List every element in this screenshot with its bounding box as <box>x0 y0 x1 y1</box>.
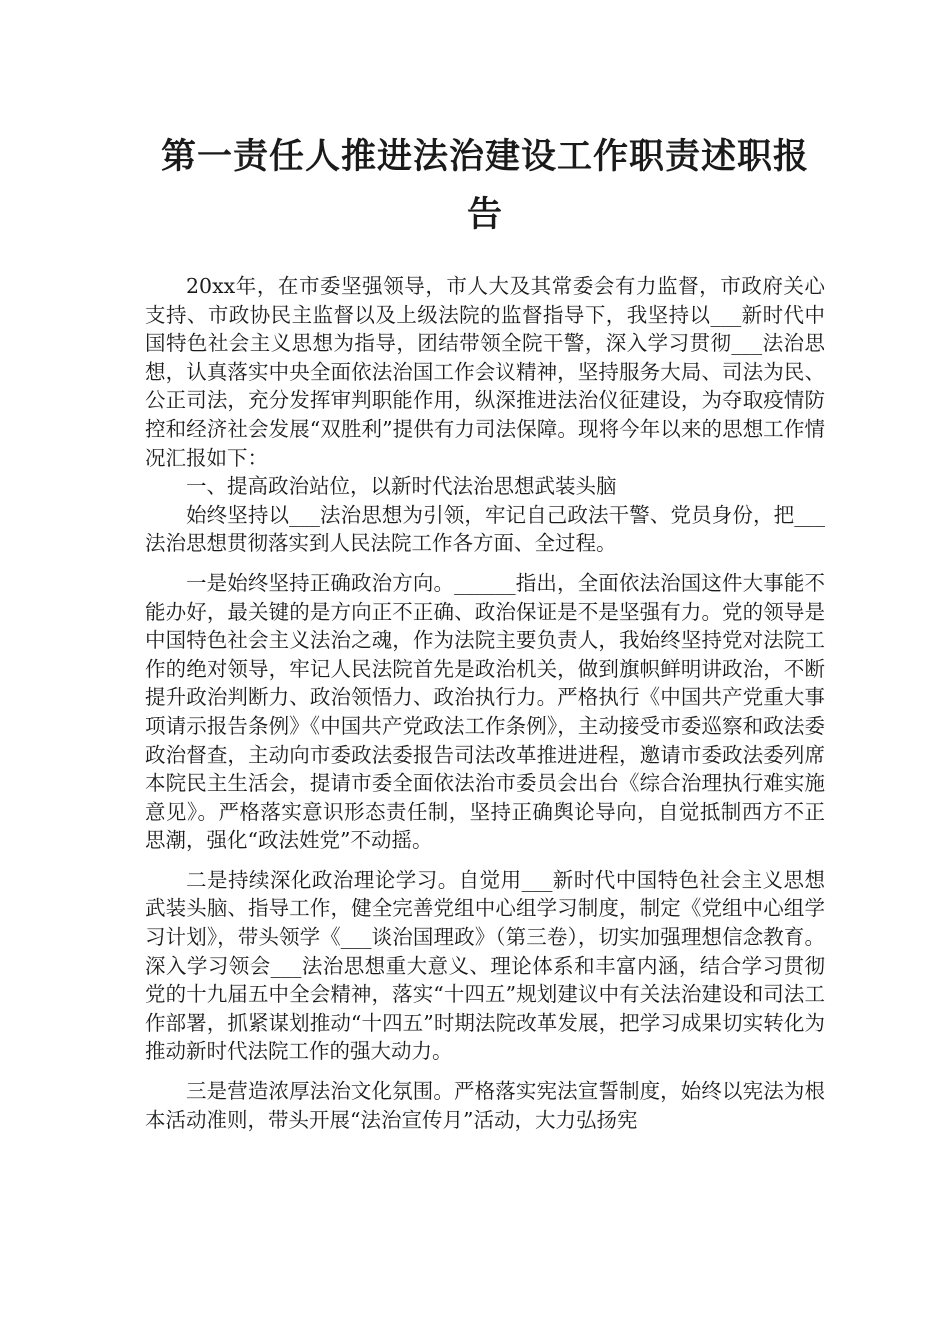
intro-paragraph: 20xx年，在市委坚强领导，市人大及其常委会有力监督，市政府关心支持、市政协民主监督以及上级法院的监督指导下，我坚持以___新时代中国特色社会主义思想为指导，团结带领全院干警，深入学习贯彻___法治思想，认真落实中央全面依法治国工作会议精神，坚持服务大局、司法为民、公正司法，充分发挥审判职能作用，纵深推进法治仪征建设，为夺取疫情防控和经济社会发展“双胜利”提供有力司法保障。现将今年以来的思想工作情况汇报如下： <box>145 274 825 470</box>
point-1-paragraph: 一是始终坚持正确政治方向。______指出，全面依法治国这件大事能不能办好，最关键的是方向正不正确、政治保证是不是坚强有力。党的领导是中国特色社会主义法治之魂，作为法院主要负责人，我始终坚持党对法院工作的绝对领导，牢记人民法院首先是政治机关，做到旗帜鲜明讲政治，不断提升政治判断力、政治领悟力、政治执行力。严格执行《中国共产党重大事项请示报告条例》《中国共产党政法工作条例》，主动接受市委巡察和政法委政治督查，主动向市委政法委报告司法改革推进进程，邀请市委政法委列席本院民主生活会，提请市委全面依法治市委员会出台《综合治理执行难实施意见》。严格落实意识形态责任制，坚持正确舆论导向，自觉抵制西方不正思潮，强化“政法姓党”不动摇。 <box>145 570 825 853</box>
document-body <box>145 272 825 1134</box>
section-1-paragraph: 始终坚持以___法治思想为引领，牢记自己政法干警、党员身份，把___法治思想贯彻落实到人民法院工作各方面、全过程。 <box>145 502 825 556</box>
point-2-paragraph: 二是持续深化政治理论学习。自觉用___新时代中国特色社会主义思想武装头脑、指导工作，健全完善党组中心组学习制度，制定《党组中心组学习计划》，带头领学《___谈治国理政》（第三卷），切实加强理想信念教育。深入学习领会___法治思想重大意义、理论体系和丰富内涵，结合学习贯彻党的十九届五中全会精神，落实“十四五”规划建议中有关法治建设和司法工作部署，抓紧谋划推动“十四五”时期法院改革发展，把学习成果切实转化为推动新时代法院工作的强大动力。 <box>145 867 825 1064</box>
document-title <box>145 128 825 244</box>
section-heading-1: 一、提高政治站位，以新时代法治思想武装头脑 <box>186 474 617 499</box>
document-page <box>145 128 825 1134</box>
title-line-2: 告 <box>466 195 503 235</box>
point-3-paragraph: 三是营造浓厚法治文化氛围。严格落实宪法宣誓制度，始终以宪法为根本活动准则，带头开展“法治宣传月”活动，大力弘扬宪 <box>145 1079 825 1132</box>
title-line-1: 第一责任人推进法治建设工作职责述职报 <box>160 137 809 177</box>
